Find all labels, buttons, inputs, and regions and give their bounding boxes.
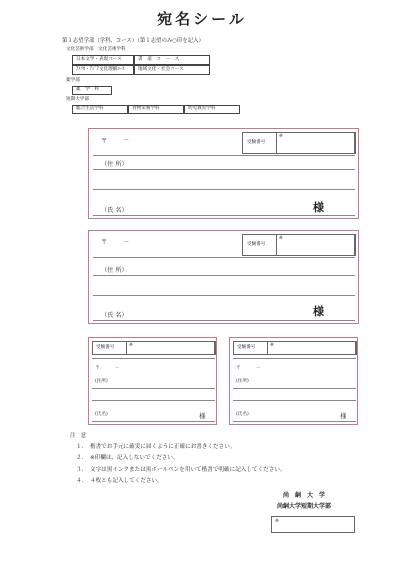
faculty-literature-name: 文化芸術学部 文化芸術学科 <box>66 47 126 52</box>
exam-number-box[interactable] <box>92 341 215 355</box>
honorific: 様 <box>313 305 324 318</box>
exam-number-label: 受験番号 <box>237 345 256 350</box>
note-item: １． 楷書でお手元に確実に届くように正確にお書きください。 <box>76 444 236 450</box>
junior-college-name: 尚絅大学短期大学部 <box>277 503 332 510</box>
official-use-box[interactable] <box>271 516 355 533</box>
exam-number-box[interactable] <box>233 341 356 355</box>
exam-number-box[interactable] <box>242 234 355 256</box>
address-label: （住 所） <box>101 267 128 274</box>
postal-mark: 〒 <box>101 138 108 145</box>
honorific: 様 <box>313 201 324 214</box>
exam-number-box[interactable] <box>242 132 355 154</box>
official-use-mark: ※ <box>129 343 133 348</box>
honorific: 様 <box>199 412 206 420</box>
course-option[interactable]: 総合生活学科 <box>72 105 128 114</box>
rule-line <box>92 358 215 359</box>
rule-line <box>93 275 355 276</box>
address-label: (住所) <box>95 379 108 384</box>
rule-line <box>233 358 356 359</box>
course-option[interactable]: 薬 学 科 <box>72 86 112 95</box>
official-use-mark: ※ <box>275 519 279 524</box>
postal-dash: － <box>115 366 120 371</box>
rule-line <box>233 400 356 401</box>
name-label: (氏名) <box>236 412 249 417</box>
honorific: 様 <box>340 412 347 420</box>
address-label: (住所) <box>236 379 249 384</box>
course-option[interactable]: 日本文学・表現コース <box>72 55 134 65</box>
note-item: ４． ４枚とも記入してください。 <box>76 477 163 484</box>
rule-line <box>93 295 355 296</box>
course-option[interactable]: 幼児教育学科 <box>184 105 240 114</box>
rule-line <box>93 320 355 321</box>
rule-line <box>93 257 355 258</box>
name-label: （氏 名） <box>101 207 128 214</box>
university-name: 尚 絅 大 学 <box>283 492 326 499</box>
rule-line <box>92 400 215 401</box>
rule-line <box>92 388 215 389</box>
postal-dash: － <box>256 366 261 371</box>
note-item: ２． ※印欄は、記入しないでください。 <box>76 455 179 462</box>
address-label: （住 所） <box>101 161 128 168</box>
faculty-pharmacy-name: 薬学部 <box>66 78 80 83</box>
course-option[interactable]: 地域文化・社会コース <box>134 65 210 75</box>
address-label-3 <box>88 337 217 425</box>
rule-line <box>93 155 355 156</box>
notes-heading: 注 意 <box>70 433 87 439</box>
postal-dash: － <box>123 239 130 246</box>
exam-number-field[interactable] <box>276 132 356 154</box>
exam-number-field[interactable] <box>126 341 216 355</box>
course-option[interactable]: ｱﾒﾘｶ・ｱｼﾞｱ文化理解ｺｰｽ <box>72 65 134 75</box>
exam-number-field[interactable] <box>276 234 356 256</box>
postal-mark: 〒 <box>236 366 241 371</box>
postal-mark: 〒 <box>95 366 100 371</box>
official-use-mark: ※ <box>270 343 274 348</box>
official-use-mark: ※ <box>279 236 283 241</box>
postal-dash: － <box>123 137 130 144</box>
exam-number-field[interactable] <box>267 341 357 355</box>
exam-number-label: 受験番号 <box>247 140 266 145</box>
rule-line <box>93 189 355 190</box>
address-label-4 <box>229 337 358 425</box>
notes-list <box>76 442 286 487</box>
course-option[interactable]: 書 道 コ ー ス <box>134 55 210 65</box>
rule-line <box>93 169 355 170</box>
exam-number-label: 受験番号 <box>247 242 266 247</box>
official-use-mark: ※ <box>279 134 283 139</box>
exam-number-label: 受験番号 <box>96 345 115 350</box>
rule-line <box>93 215 355 216</box>
name-label: (氏名) <box>95 412 108 417</box>
address-label-2 <box>88 230 359 324</box>
name-label: （氏 名） <box>101 312 128 319</box>
page-title: 宛名シール <box>157 10 247 28</box>
note-item: ３． 文字は黒インクまたは黒ボールペンを用いて楷書で明確に記入してください。 <box>76 466 286 473</box>
rule-line <box>92 421 215 422</box>
junior-college-name: 短期大学部 <box>66 97 89 102</box>
selection-heading: 第１志望学部（学科、コース）（第１志望のみ○印を記入） <box>62 38 204 44</box>
rule-line <box>233 388 356 389</box>
course-option[interactable]: 食物栄養学科 <box>128 105 184 114</box>
postal-mark: 〒 <box>101 239 108 246</box>
address-label-1 <box>88 128 359 219</box>
rule-line <box>233 421 356 422</box>
